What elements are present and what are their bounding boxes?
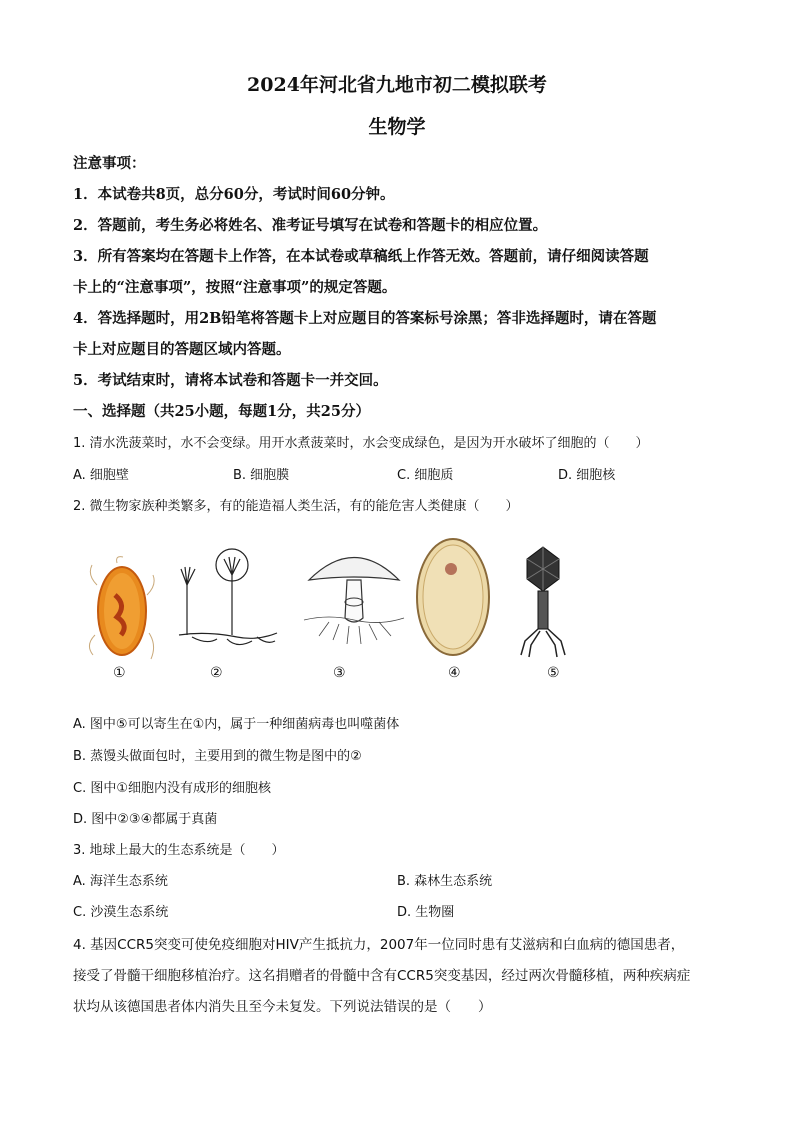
notice-item: 卡上对应题目的答题区域内答题。 (73, 341, 291, 358)
q3-option-c: C. 沙漠生态系统 (73, 905, 169, 920)
q3-option-b: B. 森林生态系统 (397, 874, 493, 889)
question-4-line: 4. 基因CCR5突变可使免疫细胞对HIV产生抵抗力，2007年一位同时患有艾滋病和白血病的德国患者， (73, 937, 685, 953)
q1-option-b: B. 细胞膜 (233, 468, 290, 483)
bacterium-illustration (87, 555, 157, 665)
q2-option-a: A. 图中⑤可以寄生在①内，属于一种细菌病毒也叫噬菌体 (73, 717, 400, 732)
q3-option-d: D. 生物圈 (397, 905, 455, 920)
question-4-line: 状均从该德国患者体内消失且至今未复发。下列说法错误的是（ ） (73, 999, 492, 1015)
notice-item: 2．答题前，考生务必将姓名、准考证号填写在试卷和答题卡的相应位置。 (73, 217, 548, 234)
question-3-stem: 3. 地球上最大的生态系统是（ ） (73, 843, 285, 858)
notice-item: 4．答选择题时，用2B铅笔将答题卡上对应题目的答案标号涂黑；答非选择题时，请在答题 (73, 310, 657, 327)
question-4-line: 接受了骨髓干细胞移植治疗。这名捐赠者的骨髓中含有CCR5突变基因，经过两次骨髓移植，两种疾病症 (73, 968, 691, 984)
subject-title: 生物学 (368, 116, 426, 138)
notice-item: 1．本试卷共8页，总分60分，考试时间60分钟。 (73, 186, 395, 203)
q2-option-b: B. 蒸馒头做面包时，主要用到的微生物是图中的② (73, 749, 362, 764)
q1-option-d: D. 细胞核 (558, 468, 616, 483)
bacteriophage-illustration (513, 545, 573, 660)
question-2-stem: 2. 微生物家族种类繁多，有的能造福人类生活，有的能危害人类健康（ ） (73, 499, 519, 514)
figure-label-3: ③ (333, 665, 346, 681)
figure-label-1: ① (113, 665, 126, 681)
notice-heading: 注意事项： (73, 155, 146, 172)
figure-label-2: ② (210, 665, 223, 681)
yeast-cell-illustration (413, 535, 493, 660)
q2-option-d: D. 图中②③④都属于真菌 (73, 812, 218, 827)
notice-item: 卡上的“注意事项”，按照“注意事项”的规定答题。 (73, 279, 397, 296)
figure-label-4: ④ (448, 665, 461, 681)
microbe-figure (73, 535, 613, 685)
exam-title: 2024年河北省九地市初二模拟联考 (247, 74, 547, 96)
q1-option-a: A. 细胞壁 (73, 468, 129, 483)
q1-option-c: C. 细胞质 (397, 468, 454, 483)
section-heading: 一、选择题（共25小题，每题1分，共25分） (73, 403, 370, 420)
mold-illustration (177, 545, 287, 655)
mushroom-illustration (299, 540, 409, 655)
question-1-stem: 1. 清水洗菠菜时，水不会变绿。用开水煮菠菜时，水会变成绿色，是因为开水破坏了细胞的（ ） (73, 436, 649, 451)
notice-item: 5．考试结束时，请将本试卷和答题卡一并交回。 (73, 372, 388, 389)
notice-item: 3．所有答案均在答题卡上作答，在本试卷或草稿纸上作答无效。答题前，请仔细阅读答题 (73, 248, 649, 265)
q2-option-c: C. 图中①细胞内没有成形的细胞核 (73, 781, 271, 796)
q3-option-a: A. 海洋生态系统 (73, 874, 168, 889)
figure-label-5: ⑤ (547, 665, 560, 681)
